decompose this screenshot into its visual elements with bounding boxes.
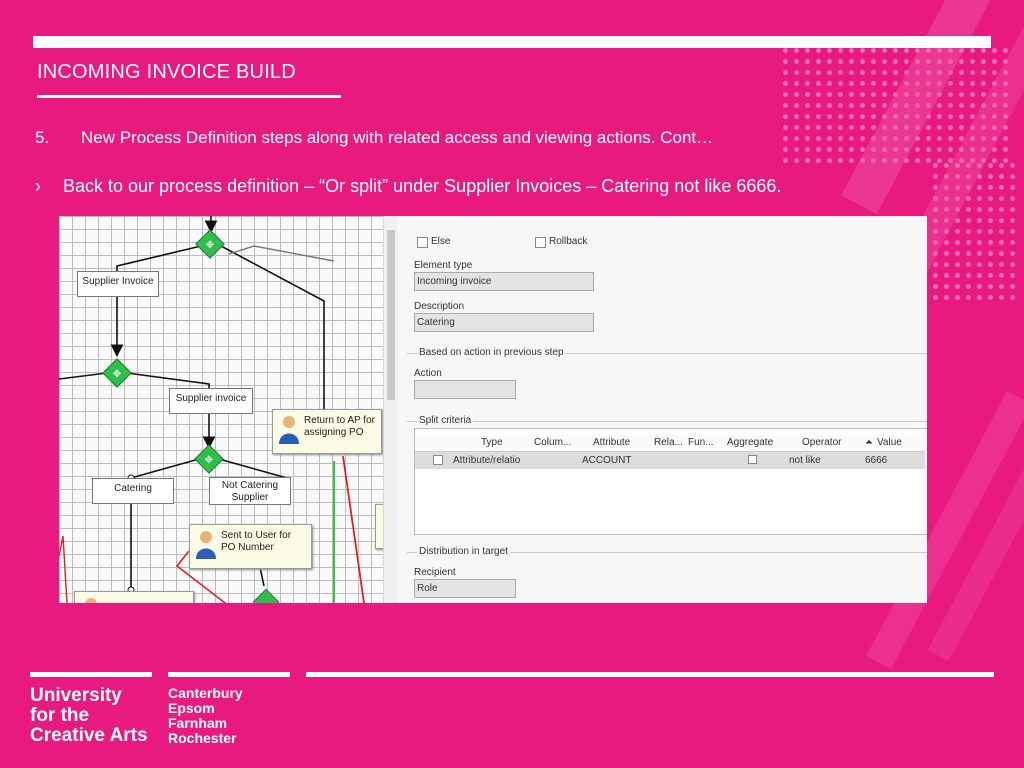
- section-split-label: Split criteria: [419, 415, 472, 426]
- user-task-icon: [79, 596, 103, 603]
- university-logo: [30, 686, 148, 746]
- task-partial[interactable]: [74, 591, 194, 603]
- user-task-icon: [277, 414, 301, 444]
- svg-text:✥: ✥: [204, 455, 214, 466]
- footer-rule: [168, 672, 290, 677]
- chevron-right-icon: ›: [35, 176, 41, 196]
- grid-header-row: [415, 435, 925, 452]
- node-line: Supplier: [231, 492, 269, 503]
- svg-text:✥: ✥: [205, 240, 215, 251]
- row-checkbox[interactable]: [433, 455, 443, 465]
- split-gateway-icon: [103, 359, 131, 387]
- cell-attribute: ACCOUNT: [582, 455, 632, 466]
- scrollbar-thumb[interactable]: [387, 230, 395, 400]
- section-divider: [407, 347, 927, 358]
- logo-line: for the: [30, 705, 90, 726]
- header-attribute[interactable]: Attribute: [593, 437, 631, 448]
- node-catering[interactable]: Catering: [92, 478, 174, 504]
- action-field[interactable]: [414, 380, 516, 399]
- task-line: Return to AP for: [304, 415, 375, 426]
- user-task-icon: [194, 529, 218, 559]
- diagram-scrollbar[interactable]: [383, 216, 398, 603]
- process-diagram-canvas[interactable]: [59, 216, 383, 603]
- properties-panel: [399, 216, 927, 603]
- node-supplier-invoice-2[interactable]: Supplier invoice: [169, 388, 253, 414]
- rollback-checkbox[interactable]: [535, 237, 546, 248]
- header-aggregate[interactable]: Aggregate: [727, 437, 774, 448]
- else-checkbox[interactable]: [417, 237, 428, 248]
- recipient-field[interactable]: Role: [414, 579, 516, 598]
- logo-line: University: [30, 685, 122, 706]
- element-type-field[interactable]: Incoming invoice: [414, 272, 594, 291]
- footer-rule: [30, 672, 152, 677]
- logo-line: Creative Arts: [30, 725, 148, 746]
- title-underline: [37, 95, 341, 98]
- task-line: Sent to User for: [221, 530, 292, 541]
- node-line: Not Catering: [221, 480, 279, 491]
- step-number: 5.: [35, 128, 50, 147]
- aggregate-checkbox[interactable]: [748, 455, 757, 464]
- header-column[interactable]: Colum...: [534, 437, 572, 448]
- header-value[interactable]: Value: [877, 437, 902, 448]
- header-operator[interactable]: Operator: [802, 437, 842, 448]
- bullet-text: Back to our process definition – “Or split” under Supplier Invoices – Catering not like 6666.: [63, 176, 782, 196]
- cell-operator: not like: [789, 455, 821, 466]
- task-return-to-ap[interactable]: [272, 409, 382, 454]
- footer-rule: [306, 672, 994, 677]
- else-label: Else: [431, 236, 451, 247]
- sort-indicator-icon: ⏶: [865, 437, 873, 448]
- task-sent-to-user[interactable]: [189, 524, 312, 569]
- section-divider: [407, 546, 927, 557]
- task-line: assigning PO: [304, 427, 364, 438]
- split-gateway-icon: [253, 589, 278, 603]
- svg-text:✥: ✥: [112, 369, 122, 380]
- description-label: Description: [414, 301, 465, 312]
- section-action-label: Based on action in previous step: [419, 347, 564, 358]
- task-line: PO Number: [221, 542, 274, 553]
- top-banner-bar: [33, 36, 991, 48]
- action-label: Action: [414, 368, 442, 379]
- split-gateway-icon: [195, 445, 223, 473]
- header-type[interactable]: Type: [481, 437, 503, 448]
- campus-name: Epsom: [168, 700, 215, 716]
- table-row[interactable]: [415, 452, 925, 469]
- cell-type: Attribute/relatio: [453, 455, 521, 466]
- campus-list: [168, 686, 243, 746]
- section-distribution-label: Distribution in target: [419, 546, 508, 557]
- campus-name: Farnham: [168, 715, 228, 731]
- split-criteria-grid: [414, 428, 927, 535]
- step-text: New Process Definition steps along with related access and viewing actions. Cont…: [81, 128, 714, 147]
- header-function[interactable]: Fun...: [688, 437, 714, 448]
- node-supplier-invoice[interactable]: Supplier Invoice: [77, 271, 159, 297]
- section-divider: [407, 415, 927, 426]
- node-not-catering-supplier[interactable]: [209, 477, 291, 505]
- campus-name: Rochester: [168, 730, 237, 746]
- cell-value: 6666: [865, 455, 888, 466]
- recipient-label: Recipient: [414, 567, 456, 578]
- header-related[interactable]: Rela...: [654, 437, 683, 448]
- rollback-label: Rollback: [549, 236, 588, 247]
- slide-title: INCOMING INVOICE BUILD: [37, 61, 296, 83]
- split-gateway-icon: [196, 230, 224, 258]
- campus-name: Canterbury: [168, 685, 243, 701]
- description-field[interactable]: Catering: [414, 313, 594, 332]
- element-type-label: Element type: [414, 260, 473, 271]
- process-definition-screenshot: [59, 216, 927, 603]
